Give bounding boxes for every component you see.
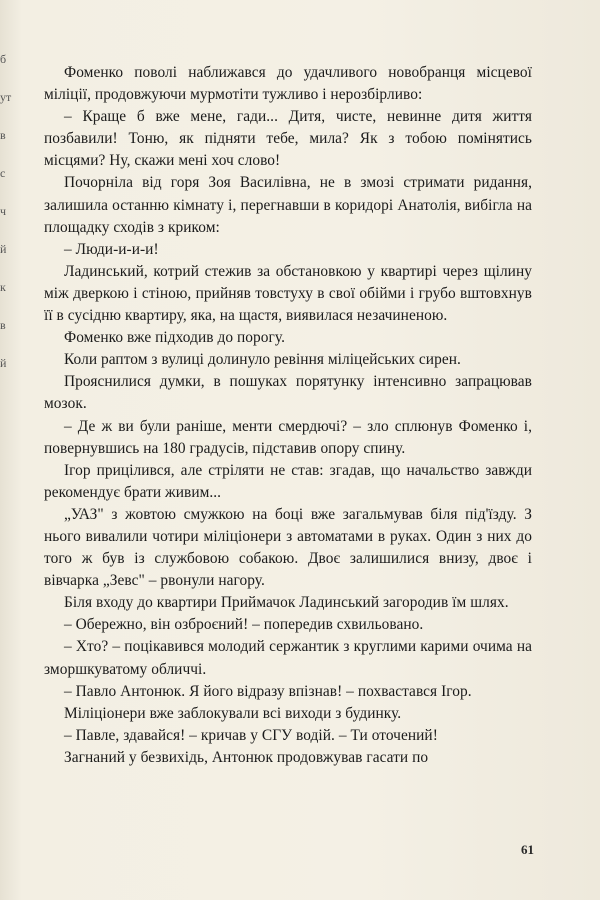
margin-glyph: ч	[0, 204, 7, 218]
paragraph: Біля входу до квартири Приймачок Ладинський загородив їм шлях.	[64, 594, 509, 612]
paragraph: Фоменко вже підходив до порогу.	[64, 329, 285, 347]
page-number: 61	[521, 842, 534, 857]
paragraph: – Де ж ви були раніше, менти смердючі? – зло сплюнув Фоменко і, повернувшись на 180 градусів, підставив опору спину.	[44, 417, 532, 457]
margin-glyph: в	[0, 128, 6, 142]
paragraph: – Хто? – поцікавився молодий сержантик з круглими карими очима на зморшкуватому обличчі.	[44, 638, 532, 678]
paragraph: – Люди-и-и-и!	[64, 240, 159, 258]
paragraph: Фоменко поволі наближався до удачливого новобранця місцевої міліції, продовжуючи мурмотіти тужливо і нерозбірливо:	[44, 64, 532, 104]
margin-glyph: ут	[0, 90, 12, 104]
paragraph: Прояснилися думки, в пошуках порятунку інтенсивно запрацював мозок.	[44, 373, 532, 413]
margin-glyph: к	[0, 280, 6, 294]
body-text	[44, 62, 532, 769]
paragraph: Ладинський, котрий стежив за обстановкою у квартирі через щілину між дверкою і стіною, прийняв товстуху в свої обійми і грубо вштовхнув її в сусідню квартиру, яка, на щастя, виявилася незачиненою.	[44, 262, 532, 325]
paragraph: Почорніла від горя Зоя Василівна, не в змозі стримати ридання, залишила останню кімнату і, перегнавши в коридорі Анатолія, вибігла на площадку сходів з криком:	[44, 174, 532, 236]
margin-glyph: с	[0, 166, 6, 180]
margin-glyph: й	[0, 356, 7, 370]
paragraph: „УАЗ" з жовтою смужкою на боці вже загальмував біля під'їзду. З нього вивалили чотири міліціонери з автоматами в руках. Один з них до того ж був із службовою собакою. Двоє залишилися внизу, двоє і вівчарка „Зевс" – рвонули нагору.	[44, 505, 532, 590]
paragraph: Міліціонери вже заблокували всі виходи з будинку.	[64, 704, 402, 722]
margin-glyph: в	[0, 318, 6, 332]
paragraph: – Обережно, він озброєний! – попередив схвильовано.	[64, 616, 424, 634]
margin-glyph: б	[0, 52, 7, 66]
paragraph: Ігор прицілився, але стріляти не став: згадав, що начальство завжди рекомендує брати живим...	[44, 461, 532, 501]
paragraph: Загнаний у безвихідь, Антонюк продовжував гасати по	[64, 748, 429, 766]
paragraph: – Павло Антонюк. Я його відразу впізнав! – похвастався Ігор.	[64, 682, 472, 700]
previous-page-bleed	[0, 40, 20, 420]
paragraph: – Павле, здавайся! – кричав у СГУ водій. – Ти оточений!	[64, 726, 438, 744]
margin-glyph: й	[0, 242, 7, 256]
paragraph: Коли раптом з вулиці долинуло ревіння міліцейських сирен.	[64, 351, 461, 369]
paragraph: – Краще б вже мене, гади... Дитя, чисте, невинне дитя життя позбавили! Тоню, як підняти тебе, мила? Як з тобою помінятись місцями? Ну, скажи мені хоч слово!	[44, 108, 532, 170]
